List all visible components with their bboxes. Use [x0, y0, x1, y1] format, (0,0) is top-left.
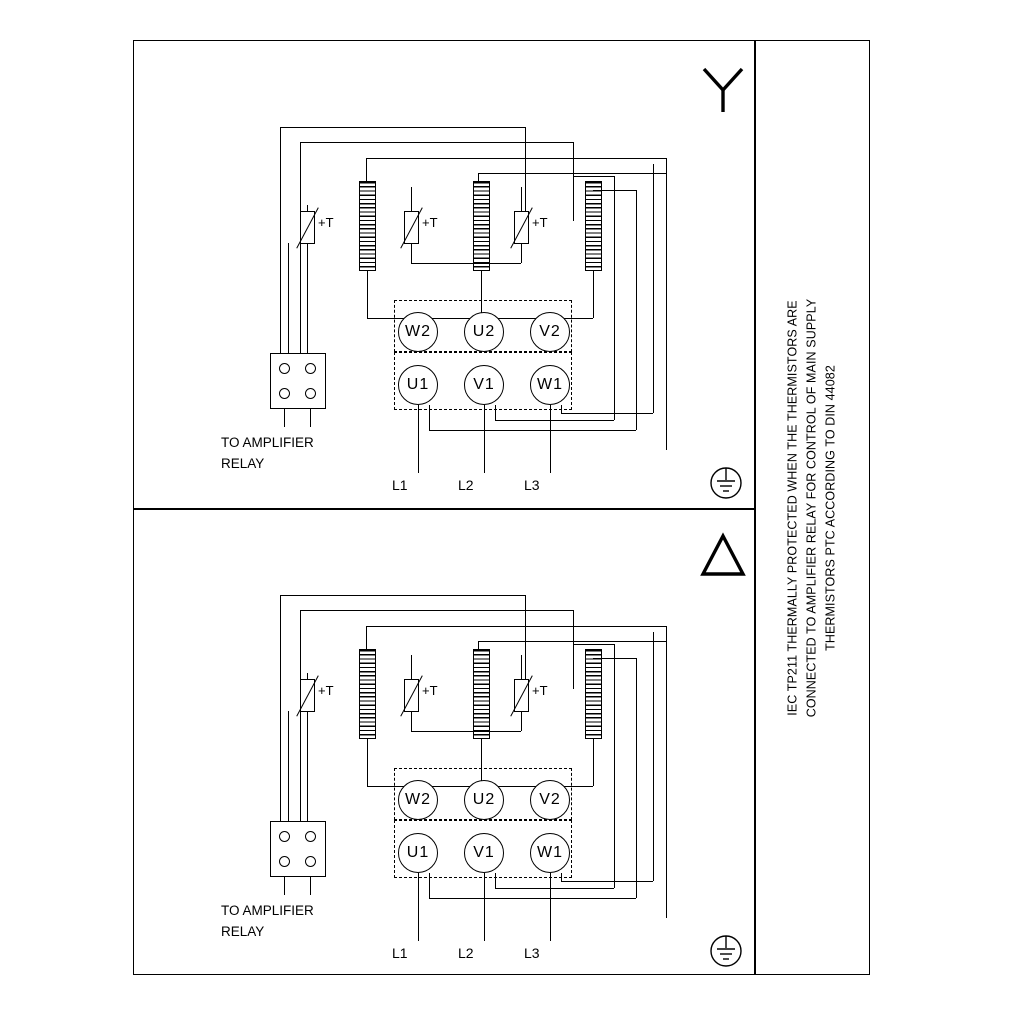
thermistor-3-label: +T — [532, 683, 548, 698]
amplifier-label-line2: RELAY — [221, 924, 265, 939]
amplifier-connector-box — [270, 353, 326, 409]
supply-label-L3: L3 — [524, 477, 540, 493]
panel-delta — [133, 508, 755, 976]
supply-drop-L3 — [550, 405, 551, 473]
therm-1-top-lead — [307, 205, 308, 212]
winding-coil-1 — [359, 181, 376, 271]
return-v-1 — [429, 873, 430, 898]
connector-dot-3 — [279, 856, 290, 867]
wire-top-b — [300, 142, 573, 143]
terminal-U1: U1 — [398, 833, 438, 873]
supply-label-L2: L2 — [458, 945, 474, 961]
wire-top-c-right — [666, 626, 667, 918]
supply-label-L1: L1 — [392, 945, 408, 961]
therm-1-bottom-lead — [307, 243, 308, 356]
coil-3-lead — [593, 271, 594, 318]
connector-dot-4 — [305, 388, 316, 399]
amplifier-label-line1: TO AMPLIFIER — [221, 903, 314, 918]
terminal-V1: V1 — [464, 365, 504, 405]
supply-drop-L2 — [484, 405, 485, 473]
therm-return-lead — [288, 243, 289, 356]
return-v-1b — [636, 190, 637, 430]
earth-ground-icon — [703, 460, 749, 500]
note-line-2: CONNECTED TO AMPLIFIER RELAY FOR CONTROL OF MAIN SUPPLY — [804, 298, 819, 717]
therm-bottom-bus — [411, 731, 521, 732]
wire-top-b-left — [300, 610, 301, 856]
connector-lead-1 — [284, 877, 285, 895]
return-h-3 — [561, 881, 653, 882]
return-v-2b — [614, 644, 615, 888]
return-h-2 — [495, 888, 614, 889]
therm-1-top-lead — [307, 673, 308, 680]
terminal-V2: V2 — [530, 780, 570, 820]
wire-top-a — [280, 595, 526, 596]
therm-3-top-lead — [521, 655, 522, 680]
coil-1-lead — [367, 739, 368, 786]
return-v-2 — [495, 873, 496, 888]
therm-3-bottom-lead — [521, 243, 522, 263]
thermistor-3-label: +T — [532, 215, 548, 230]
winding-coil-2 — [473, 649, 490, 739]
note-line-3: THERMISTORS PTC ACCORDING TO DIN 44082 — [823, 364, 838, 651]
supply-drop-L1 — [418, 873, 419, 941]
return-v-3 — [561, 405, 562, 413]
terminal-V1: V1 — [464, 833, 504, 873]
wire-top-b-right — [573, 610, 574, 689]
thermistor-1-label: +T — [318, 683, 334, 698]
therm-2-bottom-lead — [411, 243, 412, 263]
terminal-V2: V2 — [530, 312, 570, 352]
winding-coil-2 — [473, 181, 490, 271]
therm-2-top-lead — [411, 655, 412, 680]
connector-dot-2 — [305, 363, 316, 374]
return-h-3 — [561, 413, 653, 414]
terminal-W2: W2 — [398, 312, 438, 352]
coil-3-lead — [593, 739, 594, 786]
therm-return-lead — [288, 711, 289, 824]
return-v-1b — [636, 658, 637, 898]
therm-3-top-lead — [521, 187, 522, 212]
return-v-2 — [495, 405, 496, 420]
therm-2-bottom-lead — [411, 711, 412, 731]
terminal-W2: W2 — [398, 780, 438, 820]
note-line-1: IEC TP211 THERMALLY PROTECTED WHEN THE THERMISTORS ARE — [785, 299, 800, 716]
return-v-3b — [653, 164, 654, 413]
therm-1-bottom-lead — [307, 711, 308, 824]
connector-dot-1 — [279, 831, 290, 842]
return-h-1 — [429, 430, 636, 431]
return-h-2b — [573, 644, 614, 645]
connector-dot-3 — [279, 388, 290, 399]
wire-top-b — [300, 610, 573, 611]
coil-1-lead — [367, 271, 368, 318]
supply-drop-L3 — [550, 873, 551, 941]
terminal-U2: U2 — [464, 780, 504, 820]
delta-connection-symbol — [695, 528, 751, 589]
winding-coil-3 — [585, 649, 602, 739]
terminal-W1: W1 — [530, 833, 570, 873]
terminal-U2: U2 — [464, 312, 504, 352]
wire-top-d — [478, 641, 666, 642]
return-v-3b — [653, 632, 654, 881]
wire-top-b-left — [300, 142, 301, 388]
connector-dot-2 — [305, 831, 316, 842]
connector-lead-2 — [310, 877, 311, 895]
supply-drop-L1 — [418, 405, 419, 473]
therm-3-bottom-lead — [521, 711, 522, 731]
terminal-W1: W1 — [530, 365, 570, 405]
thermistor-1-label: +T — [318, 215, 334, 230]
wire-top-d — [478, 173, 666, 174]
return-h-1 — [429, 898, 636, 899]
thermistor-2-label: +T — [422, 683, 438, 698]
connector-lead-2 — [310, 409, 311, 427]
return-v-2b — [614, 176, 615, 420]
panel-star — [133, 40, 755, 508]
therm-bottom-bus — [411, 263, 521, 264]
return-v-1 — [429, 405, 430, 430]
supply-label-L2: L2 — [458, 477, 474, 493]
connector-lead-1 — [284, 409, 285, 427]
return-v-3 — [561, 873, 562, 881]
return-h-2 — [495, 420, 614, 421]
thermistor-2-label: +T — [422, 215, 438, 230]
amplifier-label-line2: RELAY — [221, 456, 265, 471]
amplifier-connector-box — [270, 821, 326, 877]
note-text-block — [784, 298, 841, 717]
star-connection-symbol — [695, 60, 751, 121]
wire-top-a-left — [280, 127, 281, 388]
connector-dot-4 — [305, 856, 316, 867]
note-column — [754, 40, 870, 975]
winding-coil-3 — [585, 181, 602, 271]
wire-top-a-left — [280, 595, 281, 856]
wire-top-c-right — [666, 158, 667, 450]
wire-top-c — [366, 158, 666, 159]
wire-top-b-right — [573, 142, 574, 221]
supply-label-L3: L3 — [524, 945, 540, 961]
terminal-U1: U1 — [398, 365, 438, 405]
earth-ground-icon — [703, 928, 749, 968]
therm-2-top-lead — [411, 187, 412, 212]
winding-coil-1 — [359, 649, 376, 739]
wire-top-c — [366, 626, 666, 627]
connector-dot-1 — [279, 363, 290, 374]
supply-drop-L2 — [484, 873, 485, 941]
amplifier-label-line1: TO AMPLIFIER — [221, 435, 314, 450]
supply-label-L1: L1 — [392, 477, 408, 493]
wire-top-a — [280, 127, 526, 128]
return-h-2b — [573, 176, 614, 177]
